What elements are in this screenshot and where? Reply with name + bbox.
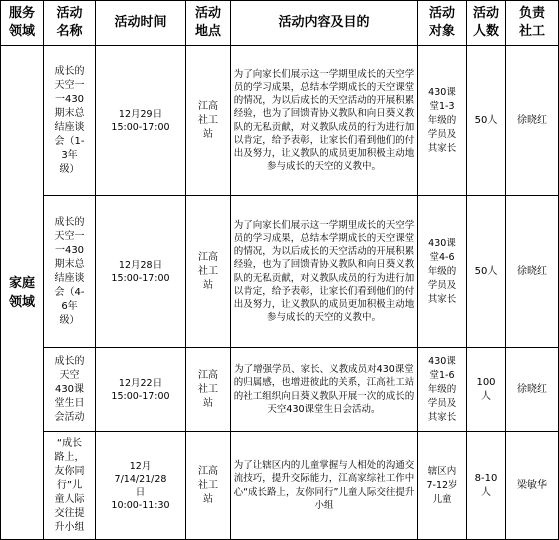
activity-name-cell: 成长的 天空一 一430 期末总 结座谈 会（1- 3年 级） — [44, 46, 96, 196]
activity-location-cell: 江高 社工 站 — [186, 348, 231, 432]
header-activity-time: 活动时间 — [96, 1, 186, 46]
activity-name-cell: “成长 路上， 友你同 行”儿 童人际 交往提 升小组 — [44, 432, 96, 540]
activity-audience-cell: 430课 堂1-3 年级的 学员及 其家长 — [418, 46, 467, 196]
header-activity-location: 活动 地点 — [186, 1, 231, 46]
header-activity-content: 活动内容及目的 — [231, 1, 418, 46]
activity-location-cell: 江高 社工 站 — [186, 432, 231, 540]
responsible-staff-cell: 徐晓红 — [506, 46, 559, 196]
activity-audience-cell: 辖区内 7-12岁 儿童 — [418, 432, 467, 540]
table-row — [1, 348, 559, 432]
table-row — [1, 196, 559, 348]
header-responsible-staff: 负责 社工 — [506, 1, 559, 46]
header-service-domain: 服务 领域 — [1, 1, 44, 46]
header-row — [1, 1, 559, 46]
activity-content-cell: 为了向家长们展示这一学期里成长的天空学员的学习成果，总结本学期成长的天空课堂的情况，为以后成长的天空活动的开展积累经验，也为了回馈青协义教队和向日葵义教队的无私贡献，对义教队成员的行为进行加以肯定，给予表彰，让家长们看到他们的付出及努力，让义教队的成员更加积极主动地参与成长的天空的义教中。 — [231, 46, 418, 196]
activity-count-cell: 8-10 人 — [467, 432, 506, 540]
activity-count-cell: 50人 — [467, 196, 506, 348]
activity-audience-cell: 430课 堂4-6 年级的 学员及 其家长 — [418, 196, 467, 348]
header-activity-count: 活动 人数 — [467, 1, 506, 46]
service-domain-cell: 家庭 领域 — [1, 46, 44, 540]
responsible-staff-cell: 徐晓红 — [506, 348, 559, 432]
header-activity-name: 活动 名称 — [44, 1, 96, 46]
activity-content-cell: 为了增强学员、家长、义教成员对430课堂的归属感，也增进彼此的关系，江高社工站的社工组织向日葵义教队开展一次的成长的天空430课堂生日会活动。 — [231, 348, 418, 432]
table-row — [1, 432, 559, 540]
activity-location-cell: 江高 社工 站 — [186, 46, 231, 196]
activity-location-cell: 江高 社工 站 — [186, 196, 231, 348]
activity-name-cell: 成长的 天空一 一430 期末总 结座谈 会（4- 6年 级） — [44, 196, 96, 348]
responsible-staff-cell: 徐晓红 — [506, 196, 559, 348]
activity-audience-cell: 430课 堂1-6 年级的 学员及 其家长 — [418, 348, 467, 432]
activity-count-cell: 50人 — [467, 46, 506, 196]
activity-time-cell: 12月29日 15:00-17:00 — [96, 46, 186, 196]
activity-time-cell: 12月22日 15:00-17:00 — [96, 348, 186, 432]
header-activity-audience: 活动 对象 — [418, 1, 467, 46]
activity-count-cell: 100 人 — [467, 348, 506, 432]
responsible-staff-cell: 梁敏华 — [506, 432, 559, 540]
table-row — [1, 46, 559, 196]
activity-time-cell: 12月28日 15:00-17:00 — [96, 196, 186, 348]
activity-time-cell: 12月 7/14/21/28 日 10:00-11:30 — [96, 432, 186, 540]
activity-name-cell: 成长的 天空 430课 堂生日 会活动 — [44, 348, 96, 432]
activity-content-cell: 为了向家长们展示这一学期里成长的天空学员的学习成果，总结本学期成长的天空课堂的情况，为以后成长的天空活动的开展积累经验，也为了回馈青协义教队和向日葵义教队的无私贡献，对义教队成员的行为进行加以肯定，给予表彰，让家长们看到他们的付出及努力，让义教队的成员更加积极主动地参与成长的天空的义教中。 — [231, 196, 418, 348]
activity-content-cell: 为了让辖区内的儿童掌握与人相处的沟通交流技巧，提升交际能力，江高家综社工作中心“成长路上，友你同行”儿童人际交往提升小组 — [231, 432, 418, 540]
